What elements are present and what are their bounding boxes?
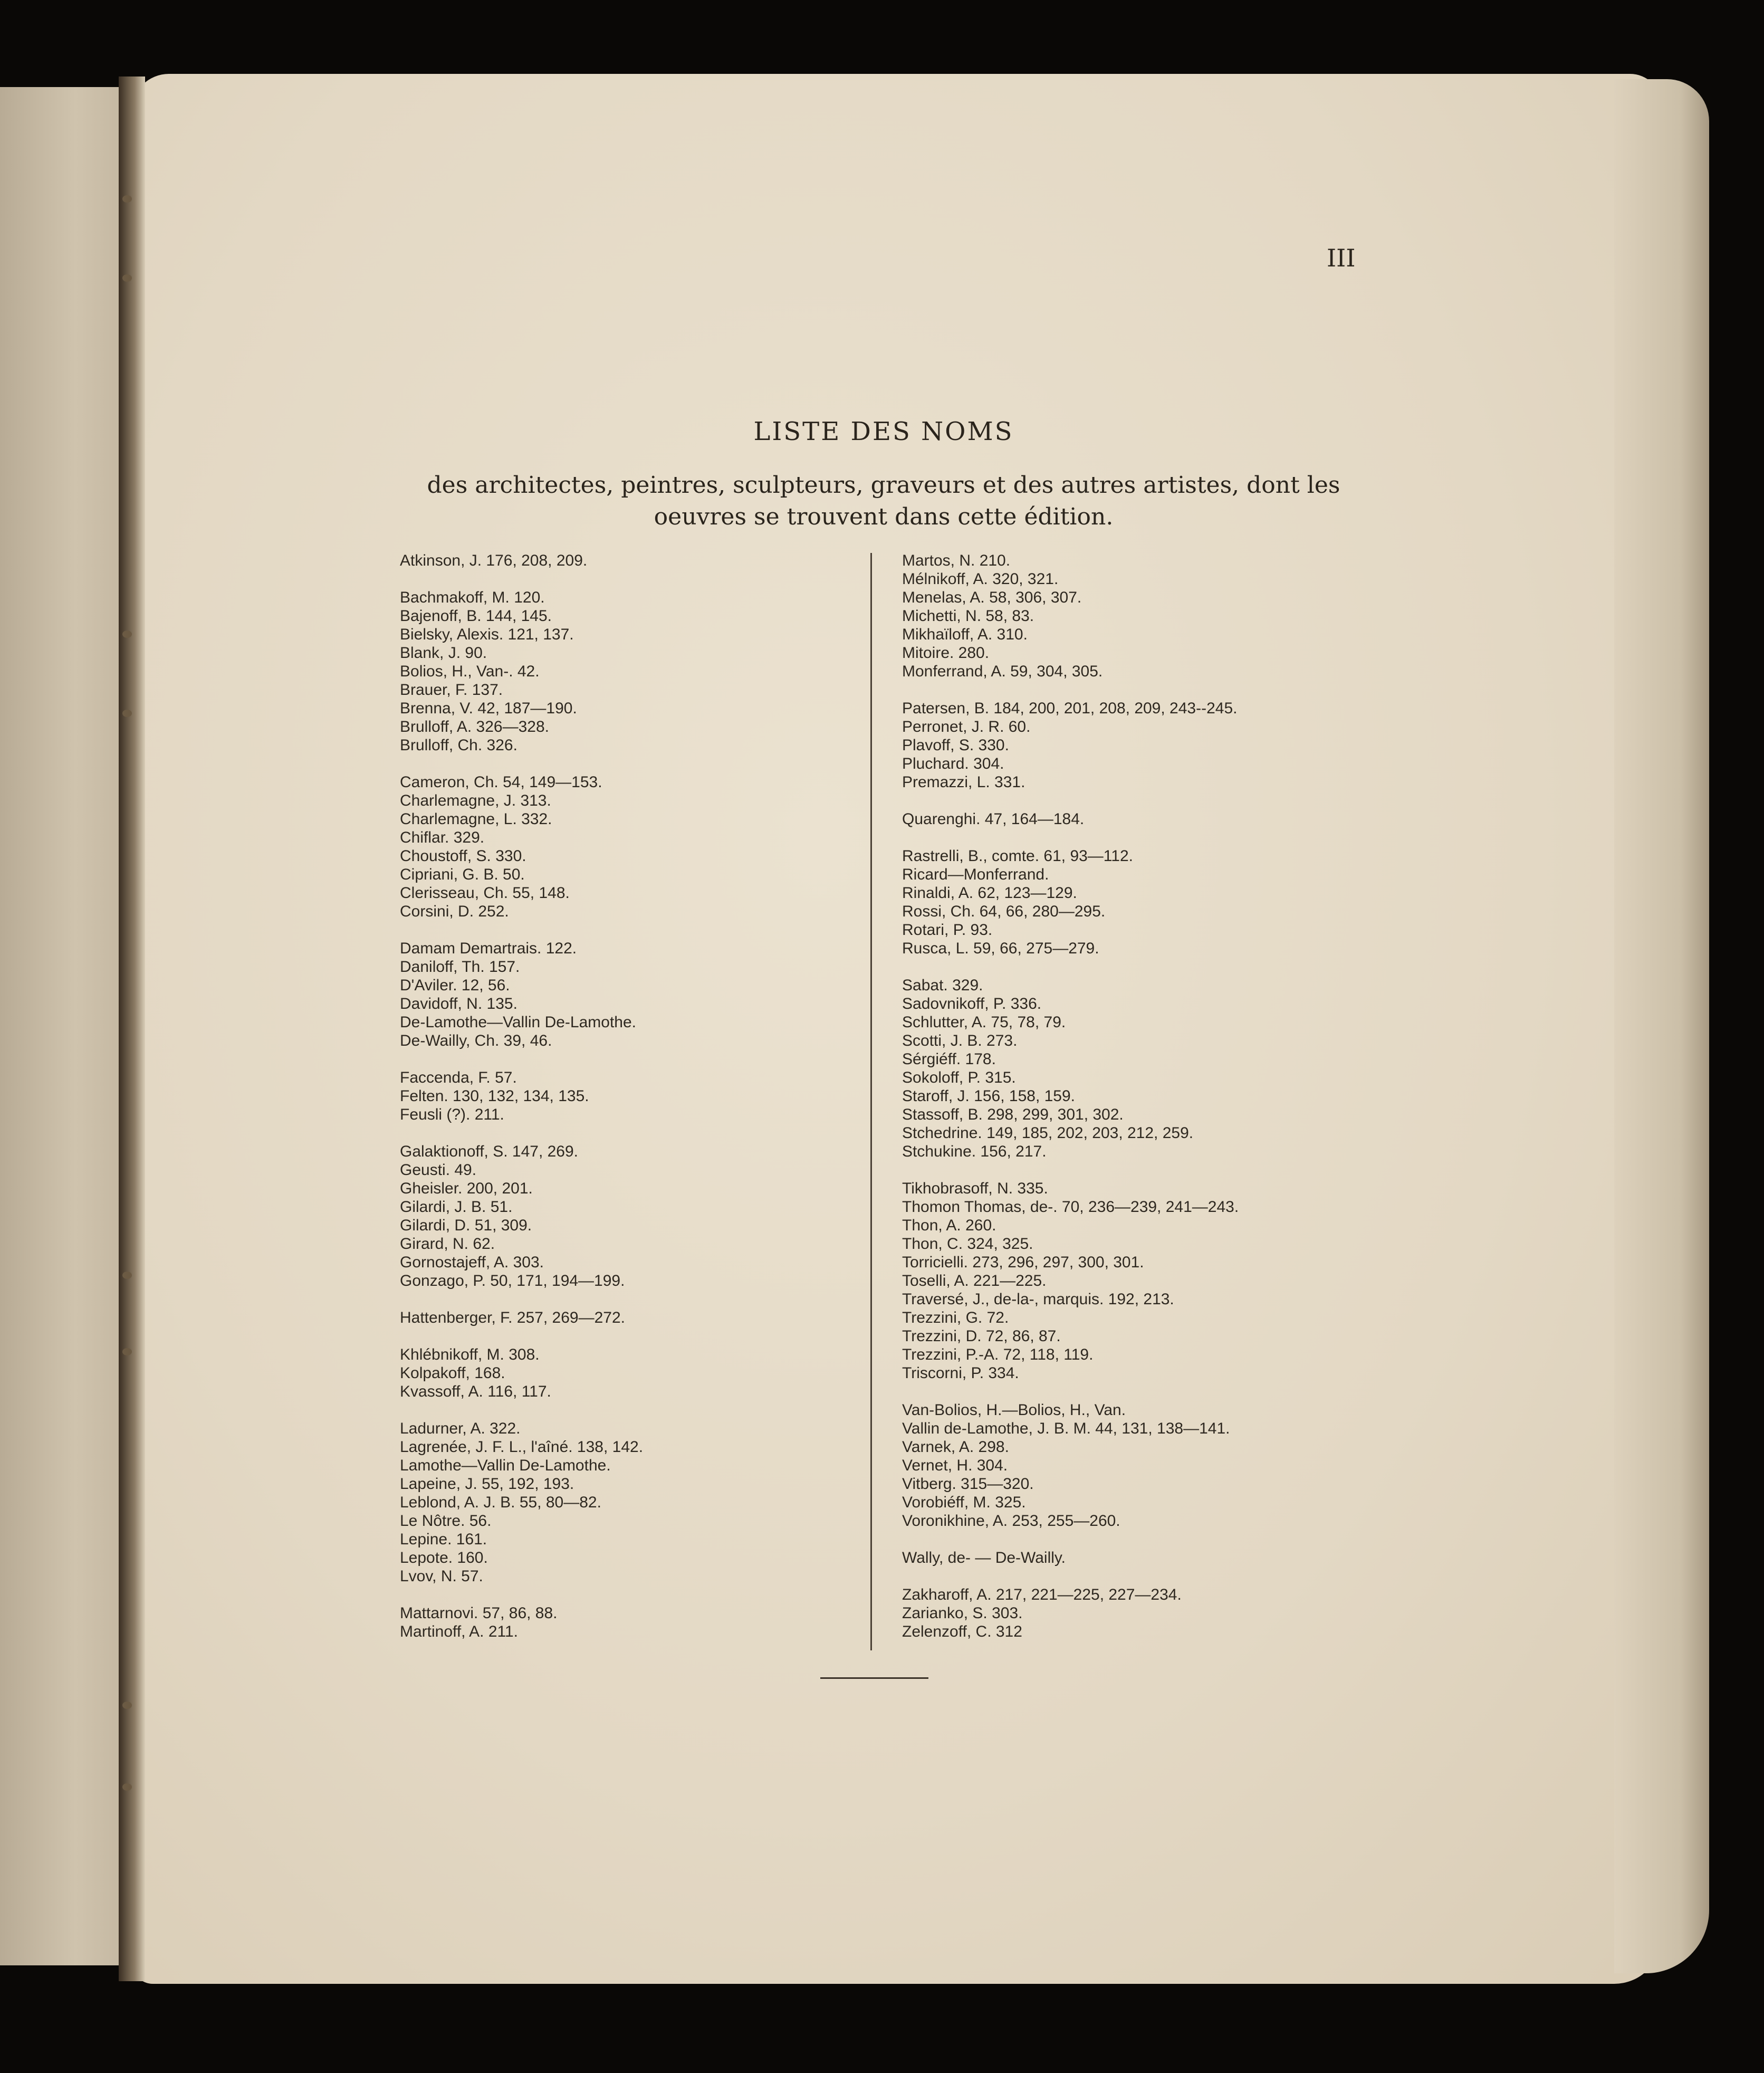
- index-entry: D'Aviler. 12, 56.: [400, 977, 510, 994]
- end-rule: [820, 1677, 928, 1679]
- index-entry: Lapeine, J. 55, 192, 193.: [400, 1475, 574, 1493]
- subtitle-line: des architectes, peintres, sculpteurs, graveurs et des autres artistes, dont les: [427, 472, 1340, 499]
- index-entry: De-Wailly, Ch. 39, 46.: [400, 1032, 552, 1049]
- index-entry: Vorobiéff, M. 325.: [902, 1494, 1026, 1511]
- index-entry: Sadovnikoff, P. 336.: [902, 995, 1042, 1012]
- index-entry: Varnek, A. 298.: [902, 1438, 1009, 1456]
- index-entry: Plavoff, S. 330.: [902, 737, 1009, 754]
- index-entry: Rotari, P. 93.: [902, 921, 993, 939]
- index-entry: Hattenberger, F. 257, 269—272.: [400, 1309, 625, 1326]
- group-spacer: [902, 1382, 1377, 1401]
- group-spacer: [400, 754, 854, 773]
- index-entry: Torricielli. 273, 296, 297, 300, 301.: [902, 1254, 1144, 1271]
- index-entry: Staroff, J. 156, 158, 159.: [902, 1087, 1076, 1105]
- binding-stitch: [122, 631, 132, 638]
- index-entry: Scotti, J. B. 273.: [902, 1032, 1018, 1049]
- page-number: III: [1327, 244, 1356, 272]
- binding-stitch: [122, 195, 132, 203]
- index-entry: Cameron, Ch. 54, 149—153.: [400, 773, 602, 791]
- index-entry: Rastrelli, B., comte. 61, 93—112.: [902, 847, 1133, 865]
- group-spacer: [400, 1124, 854, 1142]
- binding-stitch: [122, 1702, 132, 1709]
- index-entry: Lepote. 160.: [400, 1549, 488, 1566]
- index-entry: Premazzi, L. 331.: [902, 773, 1025, 791]
- index-entry: Martinoff, A. 211.: [400, 1623, 519, 1640]
- index-entry: Traversé, J., de-la-, marquis. 192, 213.: [902, 1291, 1174, 1308]
- index-entry: Galaktionoff, S. 147, 269.: [400, 1143, 579, 1160]
- index-entry: Ladurner, A. 322.: [400, 1420, 521, 1437]
- index-entry: Zarianko, S. 303.: [902, 1604, 1023, 1622]
- index-entry: Voronikhine, A. 253, 255—260.: [902, 1512, 1120, 1530]
- index-entry: Mattarnovi. 57, 86, 88.: [400, 1604, 558, 1622]
- group-spacer: [902, 791, 1377, 810]
- index-entry: Felten. 130, 132, 134, 135.: [400, 1087, 589, 1105]
- index-entry: Bajenoff, B. 144, 145.: [400, 607, 552, 625]
- index-entry: Leblond, A. J. B. 55, 80—82.: [400, 1494, 601, 1511]
- binding-stitch: [122, 710, 132, 717]
- index-column-left: [400, 551, 854, 1641]
- index-entry: Brulloff, Ch. 326.: [400, 737, 517, 754]
- binding-stitch: [122, 1272, 132, 1279]
- book-page: [132, 74, 1662, 1984]
- index-entry: Kolpakoff, 168.: [400, 1364, 505, 1382]
- group-spacer: [902, 1161, 1377, 1179]
- index-entry: Monferrand, A. 59, 304, 305.: [902, 663, 1103, 680]
- index-entry: Gilardi, J. B. 51.: [400, 1198, 513, 1216]
- index-entry: De-Lamothe—Vallin De-Lamothe.: [400, 1014, 636, 1031]
- index-entry: Toselli, A. 221—225.: [902, 1272, 1047, 1289]
- index-entry: Lagrenée, J. F. L., l'aîné. 138, 142.: [400, 1438, 644, 1456]
- index-entry: Tikhobrasoff, N. 335.: [902, 1180, 1048, 1197]
- index-entry: Damam Demartrais. 122.: [400, 940, 577, 957]
- index-entry: Lamothe—Vallin De-Lamothe.: [400, 1457, 611, 1474]
- index-entry: Faccenda, F. 57.: [400, 1069, 517, 1086]
- index-column-right: [902, 551, 1377, 1641]
- index-entry: Quarenghi. 47, 164—184.: [902, 810, 1085, 828]
- index-entry: Bielsky, Alexis. 121, 137.: [400, 626, 574, 643]
- group-spacer: [902, 958, 1377, 976]
- index-entry: Zelenzoff, C. 312: [902, 1623, 1022, 1640]
- index-entry: Girard, N. 62.: [400, 1235, 495, 1253]
- index-entry: Clerisseau, Ch. 55, 148.: [400, 884, 570, 902]
- index-entry: Mitoire. 280.: [902, 644, 990, 662]
- index-entry: Charlemagne, J. 313.: [400, 792, 551, 809]
- index-entry: Corsini, D. 252.: [400, 903, 509, 920]
- index-entry: Martos, N. 210.: [902, 552, 1011, 569]
- index-entry: Gornostajeff, A. 303.: [400, 1254, 544, 1271]
- group-spacer: [902, 828, 1377, 847]
- group-spacer: [400, 1050, 854, 1068]
- index-entry: Brulloff, A. 326—328.: [400, 718, 549, 735]
- binding-stitch: [122, 274, 132, 282]
- binding-stitch: [122, 1348, 132, 1355]
- index-entry: Triscorni, P. 334.: [902, 1364, 1019, 1382]
- index-entry: Gheisler. 200, 201.: [400, 1180, 533, 1197]
- index-entry: Vallin de-Lamothe, J. B. M. 44, 131, 138—141.: [902, 1420, 1230, 1437]
- group-spacer: [400, 1401, 854, 1419]
- index-entry: Perronet, J. R. 60.: [902, 718, 1031, 735]
- index-entry: Trezzini, D. 72, 86, 87.: [902, 1327, 1061, 1345]
- index-entry: Daniloff, Th. 157.: [400, 958, 520, 976]
- index-entry: Brenna, V. 42, 187—190.: [400, 700, 577, 717]
- column-divider: [870, 553, 872, 1650]
- index-entry: Mikhaïloff, A. 310.: [902, 626, 1028, 643]
- index-entry: Stchedrine. 149, 185, 202, 203, 212, 259.: [902, 1124, 1194, 1142]
- group-spacer: [400, 1585, 854, 1604]
- group-spacer: [400, 570, 854, 588]
- index-entry: Mélnikoff, A. 320, 321.: [902, 570, 1059, 588]
- group-spacer: [400, 1327, 854, 1345]
- index-entry: Thon, A. 260.: [902, 1217, 996, 1234]
- facing-page-edge: [0, 87, 137, 1965]
- index-entry: Choustoff, S. 330.: [400, 847, 526, 865]
- index-entry: Rinaldi, A. 62, 123—129.: [902, 884, 1077, 902]
- index-entry: Stassoff, B. 298, 299, 301, 302.: [902, 1106, 1124, 1123]
- index-entry: Sokoloff, P. 315.: [902, 1069, 1016, 1086]
- index-entry: Gilardi, D. 51, 309.: [400, 1217, 532, 1234]
- index-entry: Sérgiéff. 178.: [902, 1050, 996, 1068]
- group-spacer: [400, 1290, 854, 1308]
- page-fore-edge: [1614, 79, 1709, 1973]
- index-entry: Trezzini, G. 72.: [902, 1309, 1009, 1326]
- index-entry: Atkinson, J. 176, 208, 209.: [400, 552, 588, 569]
- index-entry: Zakharoff, A. 217, 221—225, 227—234.: [902, 1586, 1182, 1603]
- index-entry: Blank, J. 90.: [400, 644, 487, 662]
- index-entry: Ricard—Monferrand.: [902, 866, 1049, 883]
- index-entry: Sabat. 329.: [902, 977, 983, 994]
- index-entry: Feusli (?). 211.: [400, 1106, 504, 1123]
- index-entry: Michetti, N. 58, 83.: [902, 607, 1034, 625]
- index-entry: Davidoff, N. 135.: [400, 995, 517, 1012]
- index-entry: Charlemagne, L. 332.: [400, 810, 552, 828]
- page-title: LISTE DES NOMS: [753, 417, 1014, 446]
- book-gutter: [119, 77, 145, 1981]
- group-spacer: [902, 1567, 1377, 1585]
- index-entry: Trezzini, P.-A. 72, 118, 119.: [902, 1346, 1094, 1363]
- index-entry: Stchukine. 156, 217.: [902, 1143, 1047, 1160]
- index-entry: Gonzago, P. 50, 171, 194—199.: [400, 1272, 625, 1289]
- index-entry: Thomon Thomas, de-. 70, 236—239, 241—243.: [902, 1198, 1239, 1216]
- index-entry: Bolios, H., Van-. 42.: [400, 663, 540, 680]
- index-entry: Geusti. 49.: [400, 1161, 477, 1179]
- group-spacer: [902, 681, 1377, 699]
- index-entry: Wally, de- — De-Wailly.: [902, 1549, 1066, 1566]
- binding-stitch: [122, 1783, 132, 1791]
- index-entry: Menelas, A. 58, 306, 307.: [902, 589, 1082, 606]
- index-entry: Rusca, L. 59, 66, 275—279.: [902, 940, 1099, 957]
- index-entry: Bachmakoff, M. 120.: [400, 589, 545, 606]
- index-entry: Chiflar. 329.: [400, 829, 485, 846]
- index-entry: Pluchard. 304.: [902, 755, 1004, 772]
- index-entry: Rossi, Ch. 64, 66, 280—295.: [902, 903, 1106, 920]
- index-entry: Brauer, F. 137.: [400, 681, 503, 699]
- index-entry: Schlutter, A. 75, 78, 79.: [902, 1014, 1066, 1031]
- index-entry: Le Nôtre. 56.: [400, 1512, 492, 1530]
- index-entry: Lepine. 161.: [400, 1531, 487, 1548]
- group-spacer: [400, 921, 854, 939]
- index-entry: Vitberg. 315—320.: [902, 1475, 1034, 1493]
- index-entry: Khlébnikoff, M. 308.: [400, 1346, 540, 1363]
- subtitle-line: oeuvres se trouvent dans cette édition.: [654, 503, 1114, 530]
- index-entry: Kvassoff, A. 116, 117.: [400, 1383, 551, 1400]
- group-spacer: [902, 1530, 1377, 1549]
- index-entry: Vernet, H. 304.: [902, 1457, 1008, 1474]
- page-subtitle: [380, 470, 1387, 533]
- index-entry: Van-Bolios, H.—Bolios, H., Van.: [902, 1401, 1126, 1419]
- index-entry: Lvov, N. 57.: [400, 1568, 483, 1585]
- index-entry: Patersen, B. 184, 200, 201, 208, 209, 243--245.: [902, 700, 1238, 717]
- index-entry: Cipriani, G. B. 50.: [400, 866, 525, 883]
- index-entry: Thon, C. 324, 325.: [902, 1235, 1033, 1253]
